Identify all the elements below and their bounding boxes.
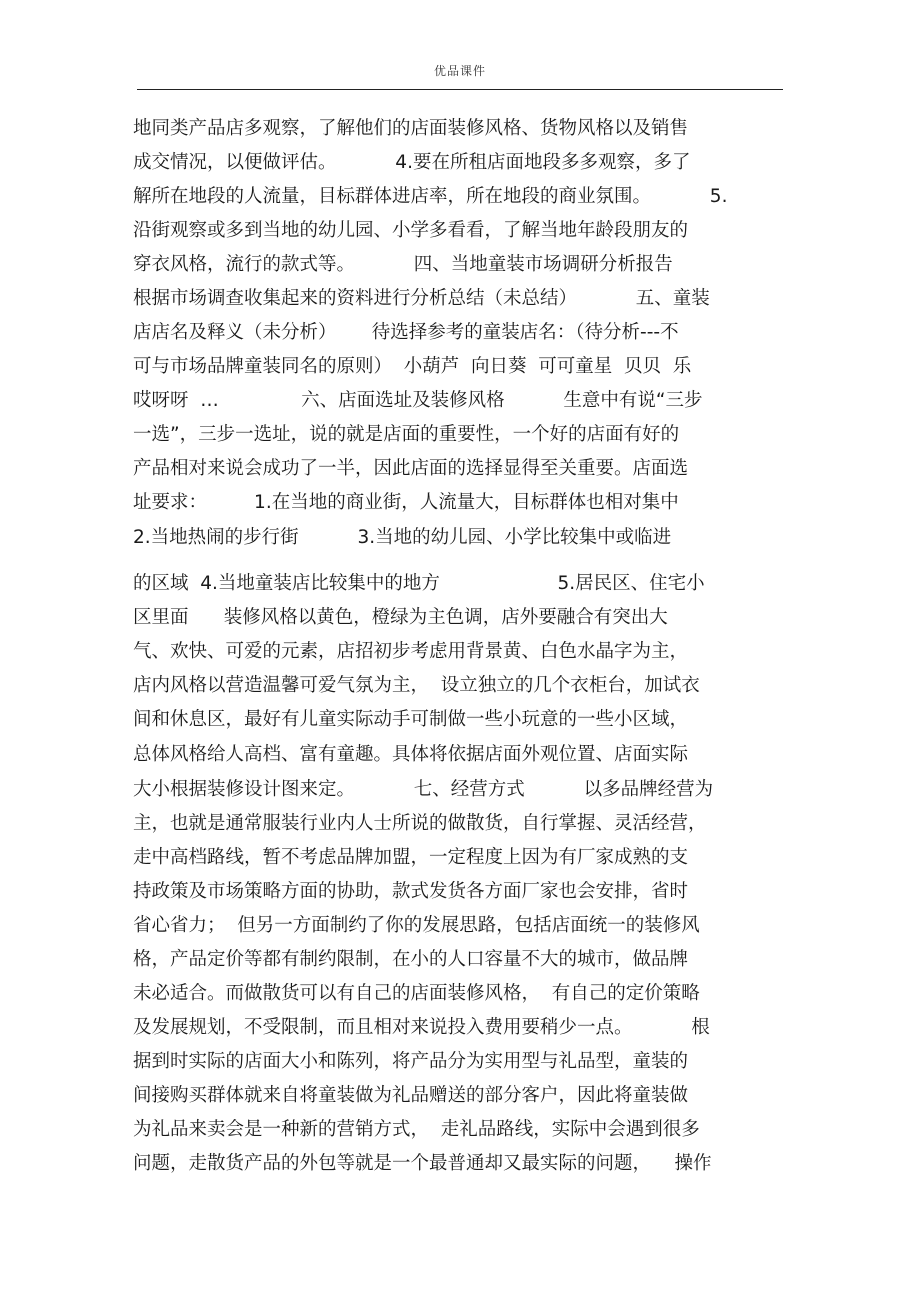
text-line: 沿街观察或多到当地的幼儿园、小学多看看，了解当地年龄段朋友的 — [133, 220, 689, 241]
header-divider — [137, 89, 783, 90]
text-line: 气、欢快、可爱的元素，店招初步考虑用背景黄、白色水晶字为主， — [133, 641, 689, 662]
text-line: 主，也就是通常服装行业内人士所说的做散货，自行掌握、灵活经营， — [133, 813, 707, 834]
text-line: 一选”，三步一选址，说的就是店面的重要性，一个好的店面有好的 — [133, 424, 680, 445]
text-line: 持政策及市场策略方面的协助，款式发货各方面厂家也会安排，省时 — [133, 881, 689, 902]
text-line: 及发展规划，不受限制，而且相对来说投入费用要稍少一点。 根 — [133, 1017, 710, 1038]
text-line: 格，产品定价等都有制约限制，在小的人口容量不大的城市，做品牌 — [133, 949, 689, 970]
text-line: 店内风格以营造温馨可爱气氛为主， 设立独立的几个衣柜台，加试衣 — [133, 675, 700, 696]
text-line: 大小根据装修设计图来定。 七、经营方式 以多品牌经营为 — [133, 779, 714, 800]
text-line: 的区域 4.当地童装店比较集中的地方 5.居民区、住宅小 — [133, 573, 705, 594]
text-line: 成交情况，以便做评估。 4.要在所租店面地段多多观察，多了 — [133, 152, 691, 173]
text-line: 址要求： 1.在当地的商业街，人流量大，目标群体也相对集中 — [133, 492, 679, 513]
text-line: 问题，走散货产品的外包等就是一个最普通却又最实际的问题， 操作 — [133, 1153, 712, 1174]
text-line: 解所在地段的人流量，目标群体进店率，所在地段的商业氛围。 5. — [133, 186, 728, 207]
text-line: 总体风格给人高档、富有童趣。具体将依据店面外观位置、店面实际 — [133, 744, 689, 765]
text-line: 间接购买群体就来自将童装做为礼品赠送的部分客户，因此将童装做 — [133, 1085, 689, 1106]
text-line: 根据市场调查收集起来的资料进行分析总结（未总结） 五、童装 — [133, 288, 710, 309]
text-line: 穿衣风格，流行的款式等。 四、当地童装市场调研分析报告 — [133, 254, 673, 275]
text-line: 为礼品来卖会是一种新的营销方式， 走礼品路线，实际中会遇到很多 — [133, 1119, 700, 1140]
text-line: 走中高档路线，暂不考虑品牌加盟，一定程度上因为有厂家成熟的支 — [133, 847, 689, 868]
text-line: 可与市场品牌童装同名的原则） 小葫芦 向日葵 可可童星 贝贝 乐 — [133, 356, 692, 377]
text-line: 地同类产品店多观察，了解他们的店面装修风格、货物风格以及销售 — [133, 118, 689, 139]
text-line: 店店名及释义（未分析） 待选择参考的童装店名：（待分析---不 — [133, 322, 679, 343]
text-line: 2.当地热闹的步行街 3.当地的幼儿园、小学比较集中或临进 — [133, 527, 672, 548]
text-line: 区里面 装修风格以黄色，橙绿为主色调，店外要融合有突出大 — [133, 607, 668, 628]
text-line: 据到时实际的店面大小和陈列，将产品分为实用型与礼品型，童装的 — [133, 1051, 689, 1072]
text-line: 产品相对来说会成功了一半，因此店面的选择显得至关重要。店面选 — [133, 458, 689, 479]
text-line: 间和休息区，最好有儿童实际动手可制做一些小玩意的一些小区域， — [133, 709, 689, 730]
page-header: 优品课件 — [433, 64, 486, 78]
text-line: 省心省力； 但另一方面制约了你的发展思路，包括店面统一的装修风 — [133, 915, 700, 936]
text-line: 未必适合。而做散货可以有自己的店面装修风格， 有自己的定价策略 — [133, 983, 700, 1004]
text-line: 哎呀呀 … 六、店面选址及装修风格 生意中有说“三步 — [133, 390, 703, 411]
